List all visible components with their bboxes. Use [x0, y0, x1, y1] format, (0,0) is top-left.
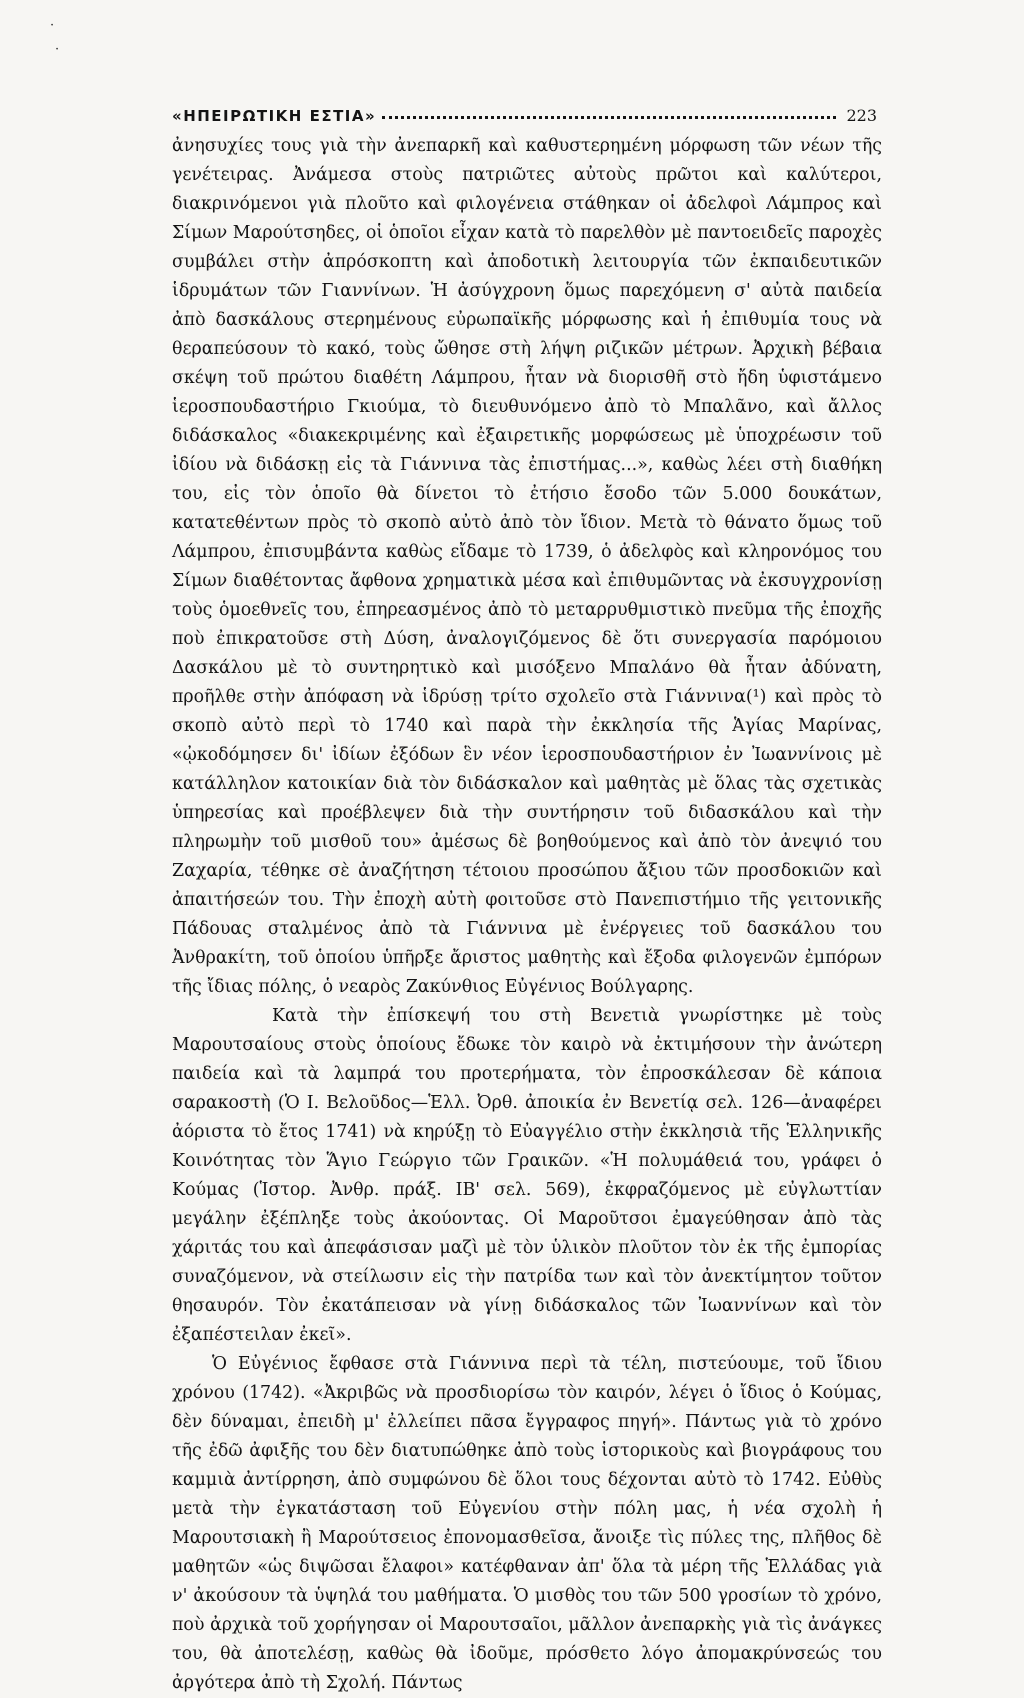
paragraph: Κατὰ τὴν ἐπίσκεψή του στὴ Βενετιὰ γνωρίστηκε μὲ τοὺς Μαρουτσαίους στοὺς ὁποίους ἔδωκε τὸν καιρὸ νὰ ἐκτιμήσουν τὴν ἀνώτερη παιδεία καὶ τὰ λαμπρά του προτερήματα, τὸν ἐπροσκάλεσαν δὲ κάποια σαρακοστὴ (Ὁ Ι. Βελοῦδος—Ἑλλ. Ὀρθ. ἀποικία ἐν Βενετίᾳ σελ. 126—ἀναφέρει ἀόριστα τὸ ἔτος 1741) νὰ κηρύξῃ τὸ Εὐαγγέλιο στὴν ἐκκλησιὰ τῆς Ἑλληνικῆς Κοινότητας τὸν Ἅγιο Γεώργιο τῶν Γραικῶν. «Ἡ πολυμάθειά του, γράφει ὁ Κούμας (Ἱστορ. Ἀνθρ. πράξ. ΙΒ' σελ. 569), ἐκφραζόμενος μὲ εὐγλωττίαν μεγάλην ἐξέπληξε τοὺς ἀκούοντας. Οἱ Μαροῦτσοι ἐμαγεύθησαν ἀπὸ τὰς χάριτάς του καὶ ἀπεφάσισαν μαζὶ μὲ τὸν ὑλικὸν πλοῦτον τὸν ἐκ τῆς ἐμπορίας συναζόμενον, νὰ στείλωσιν εἰς τὴν πατρίδα των καὶ τὸν ἀνεκτίμητον τοῦτον θησαυρόν. Τὸν ἐκατάπεισαν νὰ γίνῃ διδάσκαλος τῶν Ἰωαννίνων καὶ τὸν ἐξαπέστειλαν ἐκεῖ». [172, 1006, 882, 1345]
page-number: 223 [846, 106, 877, 125]
paragraph: Ὁ Εὐγένιος ἔφθασε στὰ Γιάννινα περὶ τὰ τέλη, πιστεύουμε, τοῦ ἴδιου χρόνου (1742). «Ἀκριβῶς νὰ προσδιορίσω τὸν καιρόν, λέγει ὁ ἴδιος ὁ Κούμας, δὲν δύναμαι, ἐπειδὴ μ' ἐλλείπει πᾶσα ἔγγραφος πηγή». Πάντως γιὰ τὸ χρόνο τῆς ἐδῶ ἀφιξῆς του δὲν διατυπώθηκε ἀπὸ τοὺς ἱστορικοὺς καὶ βιογράφους του καμμιὰ ἀντίρρηση, ἀπὸ συμφώνου δὲ ὅλοι τους δέχονται αὐτὸ τὸ 1742. Εὐθὺς μετὰ τὴν ἐγκατάσταση τοῦ Εὐγενίου στὴν πόλη μας, ἡ νέα σχολὴ ἡ Μαρουτσιακὴ ἢ Μαρούτσειος ἐπονομασθεῖσα, ἄνοιξε τὶς πύλες της, πλῆθος δὲ μαθητῶν «ὡς διψῶσαι ἔλαφοι» κατέφθαναν ἀπ' ὅλα τὰ μέρη τῆς Ἑλλάδας γιὰ ν' ἀκούσουν τὰ ὑψηλά του μαθήματα. Ὁ μισθὸς του τῶν 500 γροσίων τὸ χρόνο, ποὺ ἀρχικὰ τοῦ χορήγησαν οἱ Μαρουτσαῖοι, μᾶλλον ἀνεπαρκὴς γιὰ τὶς ἀνάγκες του, θὰ ἀποτελέσῃ, καθὼς θὰ ἰδοῦμε, πρόσθετο λόγο ἀπομακρύνσεώς του ἀργότερα ἀπὸ τὴ Σχολή. Πάντως [172, 1354, 882, 1693]
margin-mark: · [50, 18, 55, 33]
paragraph: ἀνησυχίες τους γιὰ τὴν ἀνεπαρκῆ καὶ καθυστερημένη μόρφωση τῶν νέων τῆς γενέτειρας. Ἀνάμεσα στοὺς πατριῶτες αὐτοὺς πρῶτοι καὶ καλύτεροι, διακρινόμενοι γιὰ πλοῦτο καὶ φιλογένεια στάθηκαν οἱ ἀδελφοὶ Λάμπρος καὶ Σίμων Μαρούτσηδες, οἱ ὁποῖοι εἶχαν κατὰ τὸ παρελθὸν μὲ παντοειδεῖς παροχὲς συμβάλει στὴν ἀπρόσκοπτη καὶ ἀποδοτικὴ λειτουργία τῶν ἐκπαιδευτικῶν ἱδρυμάτων τῶν Γιαννίνων. Ἡ ἀσύγχρονη ὅμως παρεχόμενη σ' αὐτὰ παιδεία ἀπὸ δασκάλους στερημένους εὐρωπαϊκῆς μόρφωσης καὶ ἡ ἐπιθυμία τους νὰ θεραπεύσουν τὸ κακό, τοὺς ὤθησε στὴ λήψη ριζικῶν μέτρων. Ἀρχικὴ βέβαια σκέψη τοῦ πρώτου διαθέτη Λάμπρου, ἦταν νὰ διορισθῆ στὸ ἤδη ὑφιστάμενο ἱεροσπουδαστήριο Γκιούμα, τὸ διευθυνόμενο ἀπὸ τὸ Μπαλᾶνο, καὶ ἄλλος διδάσκαλος «διακεκριμένης καὶ ἐξαιρετικῆς μορφώσεως μὲ ὑποχρέωσιν τοῦ ἰδίου νὰ διδάσκῃ εἰς τὰ Γιάννινα τὰς ἐπιστήμας...», καθὼς λέει στὴ διαθήκη του, εἰς τὸν ὁποῖο θὰ δίνετοι τὸ ἐτήσιο ἔσοδο τῶν 5.000 δουκάτων, κατατεθέντων πρὸς τὸ σκοπὸ αὐτὸ ἀπὸ τὸν ἴδιον. Μετὰ τὸ θάνατο ὅμως τοῦ Λάμπρου, ἐπισυμβάντα καθὼς εἴδαμε τὸ 1739, ὁ ἀδελφὸς καὶ κληρονόμος του Σίμων διαθέτοντας ἄφθονα χρηματικὰ μέσα καὶ ἐπιθυμῶντας νὰ ἐκσυγχρονίσῃ τοὺς ὁμοεθνεῖς του, ἐπηρεασμένος ἀπὸ τὸ μεταρρυθμιστικὸ πνεῦμα τῆς ἐποχῆς ποὺ ἐπικρατοῦσε στὴ Δύση, ἀναλογιζόμενος δὲ ὅτι συνεργασία παρόμοιου Δασκάλου μὲ τὸ συντηρητικὸ καὶ μισόξενο Μπαλάνο θὰ ἦταν ἀδύνατη, προῆλθε στὴν ἀπόφαση νὰ ἱδρύσῃ τρίτο σχολεῖο στὰ Γιάννινα(¹) καὶ πρὸς τὸ σκοπὸ αὐτὸ περὶ τὸ 1740 καὶ παρὰ τὴν ἐκκλησία τῆς Ἁγίας Μαρίνας, «ᾠκοδόμησεν δι' ἰδίων ἐξόδων ἓν νέον ἱεροσπουδαστήριον ἐν Ἰωαννίνοις μὲ κατάλληλον κατοικίαν διὰ τὸν διδάσκαλον καὶ μαθητὰς μὲ ὅλας τὰς σχετικὰς ὑπηρεσίας καὶ προέβλεψεν διὰ τὴν συντήρησιν τοῦ διδασκάλου καὶ τὴν πληρωμὴν τοῦ μισθοῦ του» ἀμέσως δὲ βοηθούμενος καὶ ἀπὸ τὸν ἀνεψιό του Ζαχαρία, τέθηκε σὲ ἀναζήτηση τέτοιου προσώπου ἄξιου τῶν προσδοκιῶν καὶ ἀπαιτήσεών του. Τὴν ἐποχὴ αὐτὴ φοιτοῦσε στὸ Πανεπιστήμιο τῆς γειτονικῆς Πάδουας σταλμένος ἀπὸ τὰ Γιάννινα μὲ ἐνέργειες τοῦ δασκάλου του Ἀνθρακίτη, τοῦ ὁποίου ὑπῆρξε ἄριστος μαθητὴς καὶ ἔξοδα φιλογενῶν ἐμπόρων τῆς ἴδιας πόλης, ὁ νεαρὸς Ζακύνθιος Εὐγένιος Βούλγαρης. [172, 136, 882, 997]
margin-mark: · [55, 42, 60, 57]
running-header [172, 95, 877, 125]
body-text [172, 132, 882, 1698]
header-rule [382, 116, 836, 119]
running-title: «ΗΠΕΙΡΩΤΙΚΗ ΕΣΤΙΑ» [172, 107, 377, 125]
